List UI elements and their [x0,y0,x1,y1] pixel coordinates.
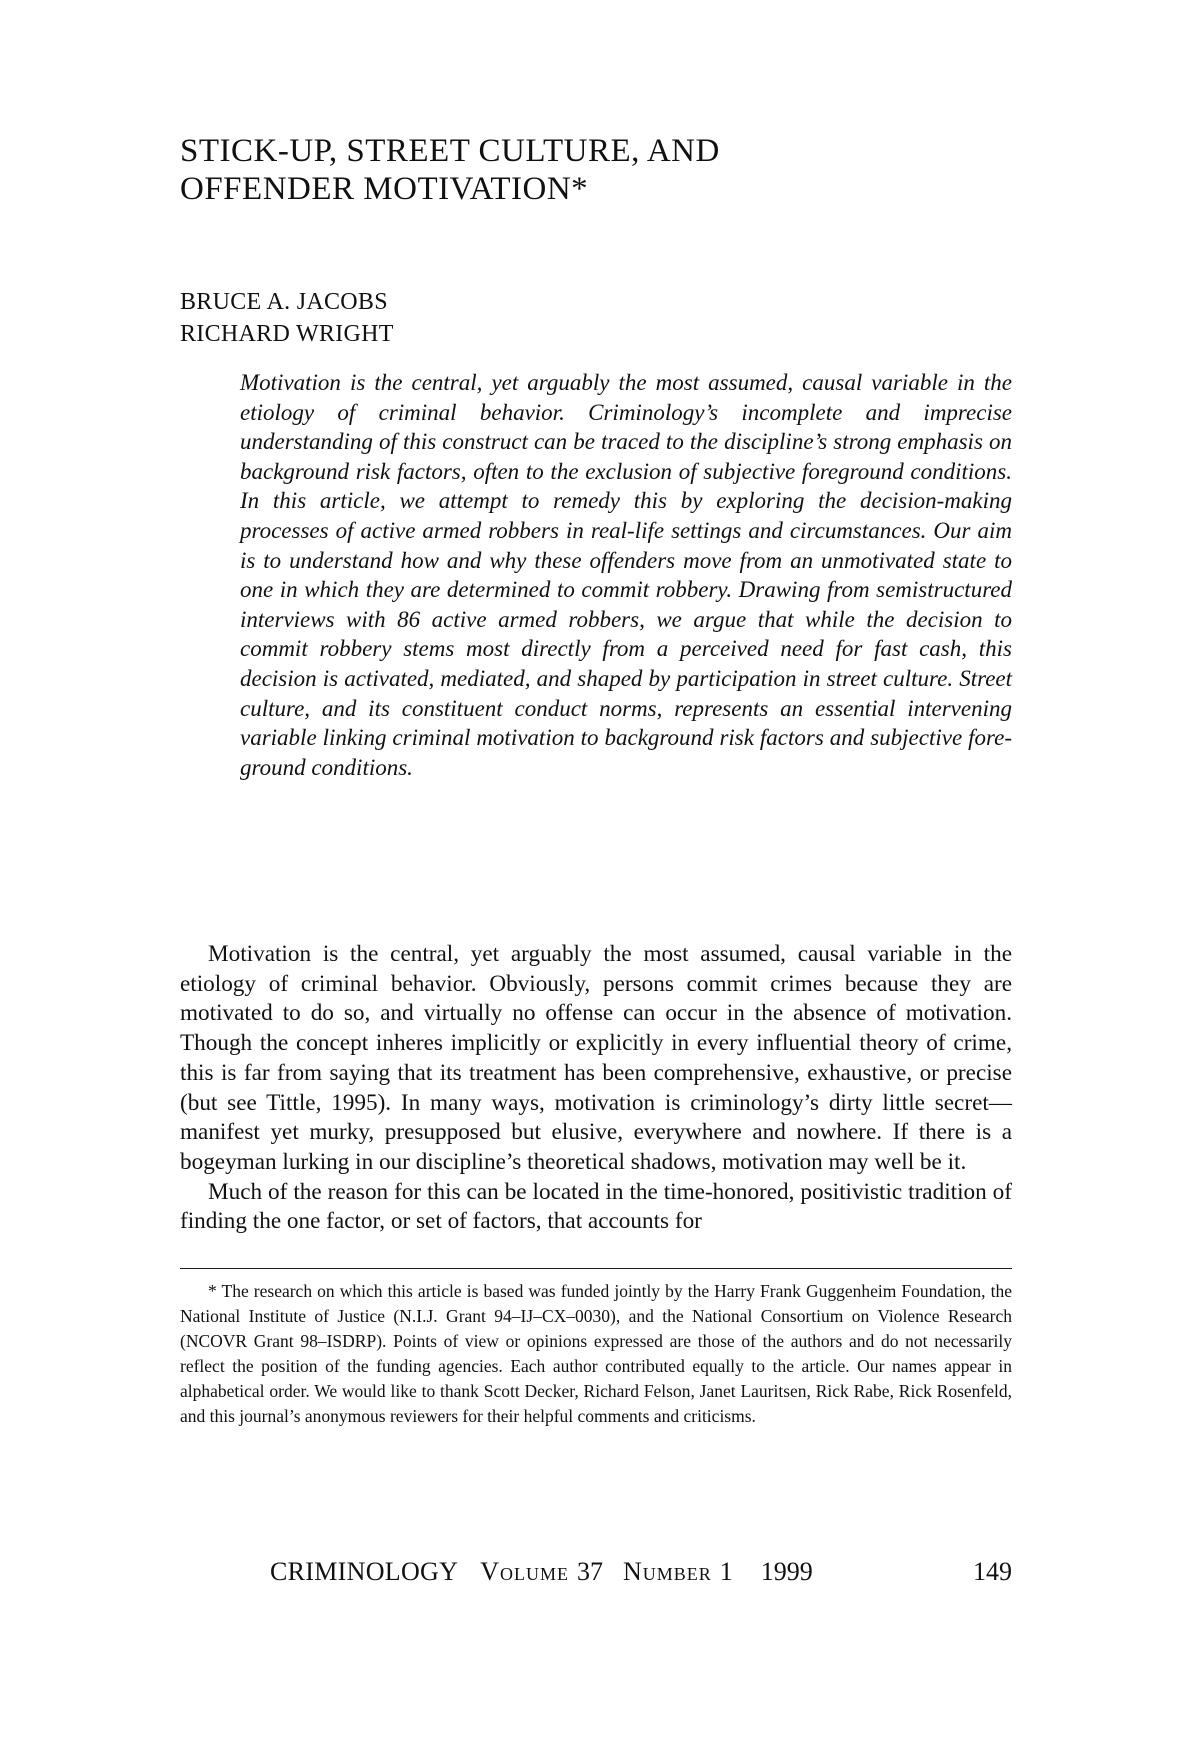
body-paragraph: Motivation is the central, yet arguably the most assumed, causal variable in the etiology of criminal behavior. Obviously, persons commit crimes because they are motivated to do so, and virtually no offense can occur in the absence of motivation. Though the concept inheres implicitly or explicitly in every influential theory of crime, this is far from saying that its treatment has been comprehensive, exhaustive, or precise (but see Tittle, 1995). In many ways, motivation is criminology’s dirty little secret—manifest yet murky, presupposed but elusive, everywhere and nowhere. If there is a bogeyman lurking in our discipline’s theoretical shadows, motivation may well be it. [180,941,1012,1175]
journal-page [180,0,1012,1754]
author-list [180,286,394,350]
body-text [180,940,1012,1237]
publication-year: 1999 [760,1557,813,1586]
abstract: Motivation is the central, yet arguably the most assumed, causal variable in the etiology of criminal behavior. Criminology’s incomplete and imprecise understanding of this construct can be traced to the discipline’s strong emphasis on background risk factors, often to the exclusion of subjective foreground conditions. In this article, we attempt to remedy this by exploring the decision-making processes of active armed robbers in real-life settings and circumstances. Our aim is to understand how and why these offenders move from an unmotivated state to one in which they are determined to commit robbery. Drawing from semistructured interviews with 86 active armed robbers, we argue that while the decision to commit robbery stems most directly from a perceived need for fast cash, this decision is activated, mediated, and shaped by participation in street culture. Street culture, and its constituent conduct norms, represents an essential intervening variable linking criminal motivation to background risk factors and subjective foreground conditions. [240,370,1012,780]
volume-label: Volume [480,1557,569,1586]
body-paragraph: Much of the reason for this can be located in the time-honored, positivistic tradition of finding the one factor, or set of factors, that accounts for [180,1178,1012,1235]
issue-label: Number [622,1557,712,1586]
journal-name: CRIMINOLOGY [270,1557,459,1586]
article-title-line-2: OFFENDER MOTIVATION* [180,171,589,207]
footnote: * The research on which this article is based was funded jointly by the Harry Frank Guggenheim Foundation, the National Institute of Justice (N.I.J. Grant 94–IJ–CX–0030), and the National Consortium on Violence Research (NCOVR Grant 98–ISDRP). Points of view or opinions expressed are those of the authors and do not necessarily reflect the position of the funding agencies. Each author contributed equally to the article. Our names appear in alphabetical order. We would like to thank Scott Decker, Richard Felson, Janet Lauritsen, Rick Rabe, Rick Rosenfeld, and this journal’s anonymous reviewers for their helpful comments and criticisms. [180,1281,1012,1426]
issue-number: 1 [719,1557,733,1586]
author-name: BRUCE A. JACOBS [180,289,388,315]
author-name: RICHARD WRIGHT [180,321,394,347]
article-title-line-1: STICK-UP, STREET CULTURE, AND [180,133,720,169]
footnote-divider [180,1268,1012,1269]
page-number: 149 [973,1557,1012,1586]
article-title [180,132,1012,208]
volume-number: 37 [576,1557,603,1586]
journal-footer [270,1556,1012,1588]
